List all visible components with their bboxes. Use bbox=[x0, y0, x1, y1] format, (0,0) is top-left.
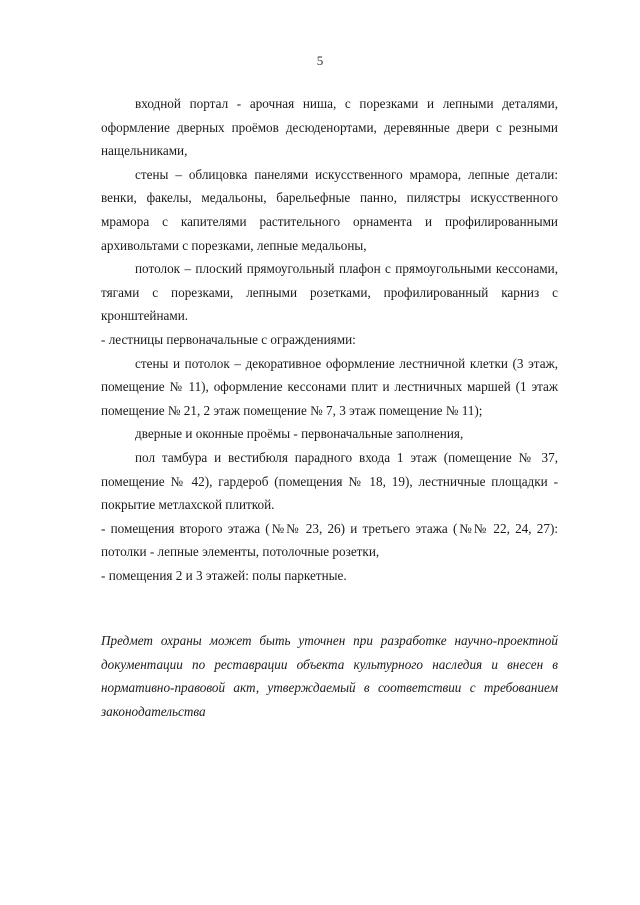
paragraph-door-window-openings: дверные и оконные проёмы - первоначальные заполнения, bbox=[135, 426, 464, 442]
paragraph-ceiling: потолок – плоский прямоугольный плафон с прямоугольными кессонами, тягами с порезками, лепными розетками, профилированный карниз с кронштейнами. bbox=[101, 261, 558, 324]
document-body bbox=[101, 92, 558, 587]
paragraph-second-third-floor-rooms: - помещения второго этажа (№№ 23, 26) и третьего этажа (№№ 22, 24, 27): потолки - лепные элементы, потолочные розетки, bbox=[101, 520, 558, 560]
paragraph-floor-vestibule: пол тамбура и вестибюля парадного входа 1 этаж (помещение № 37, помещение № 42), гардероб (помещения № 18, 19), лестничные площадки - покрытие метлахской плиткой. bbox=[101, 449, 558, 513]
protection-subject-note bbox=[101, 629, 558, 723]
paragraph-entrance-portal: входной портал - арочная ниша, с порезками и лепными деталями, оформление дверных проёмов десюденортами, деревянные двери с резными нащельниками, bbox=[101, 96, 558, 159]
paragraph-walls: стены – облицовка панелями искусственного мрамора, лепные детали: венки, факелы, медальоны, барельефные панно, пилястры искусственного мрамора с капителями растительного орнамента и профилированными архивольтами с порезками, лепные медальоны, bbox=[101, 166, 558, 253]
paragraph-stair-walls-ceiling: стены и потолок – декоративное оформление лестничной клетки (3 этаж, помещение № 11), оформление кессонами плит и лестничных маршей (1 этаж помещение № 21, 2 этаж помещение № 7, 3 этаж помещение № 11); bbox=[101, 355, 558, 418]
paragraph-stairs-heading: - лестницы первоначальные с ограждениями: bbox=[101, 331, 356, 347]
page-number: 5 bbox=[316, 53, 324, 68]
note-text: Предмет охраны может быть уточнен при разработке научно-проектной документации по реставрации объекта культурного наследия и внесен в нормативно-правовой акт, утверждаемый в соответствии с требованием законодательства bbox=[101, 633, 558, 719]
paragraph-parquet-floors: - помещения 2 и 3 этажей: полы паркетные. bbox=[101, 567, 347, 583]
